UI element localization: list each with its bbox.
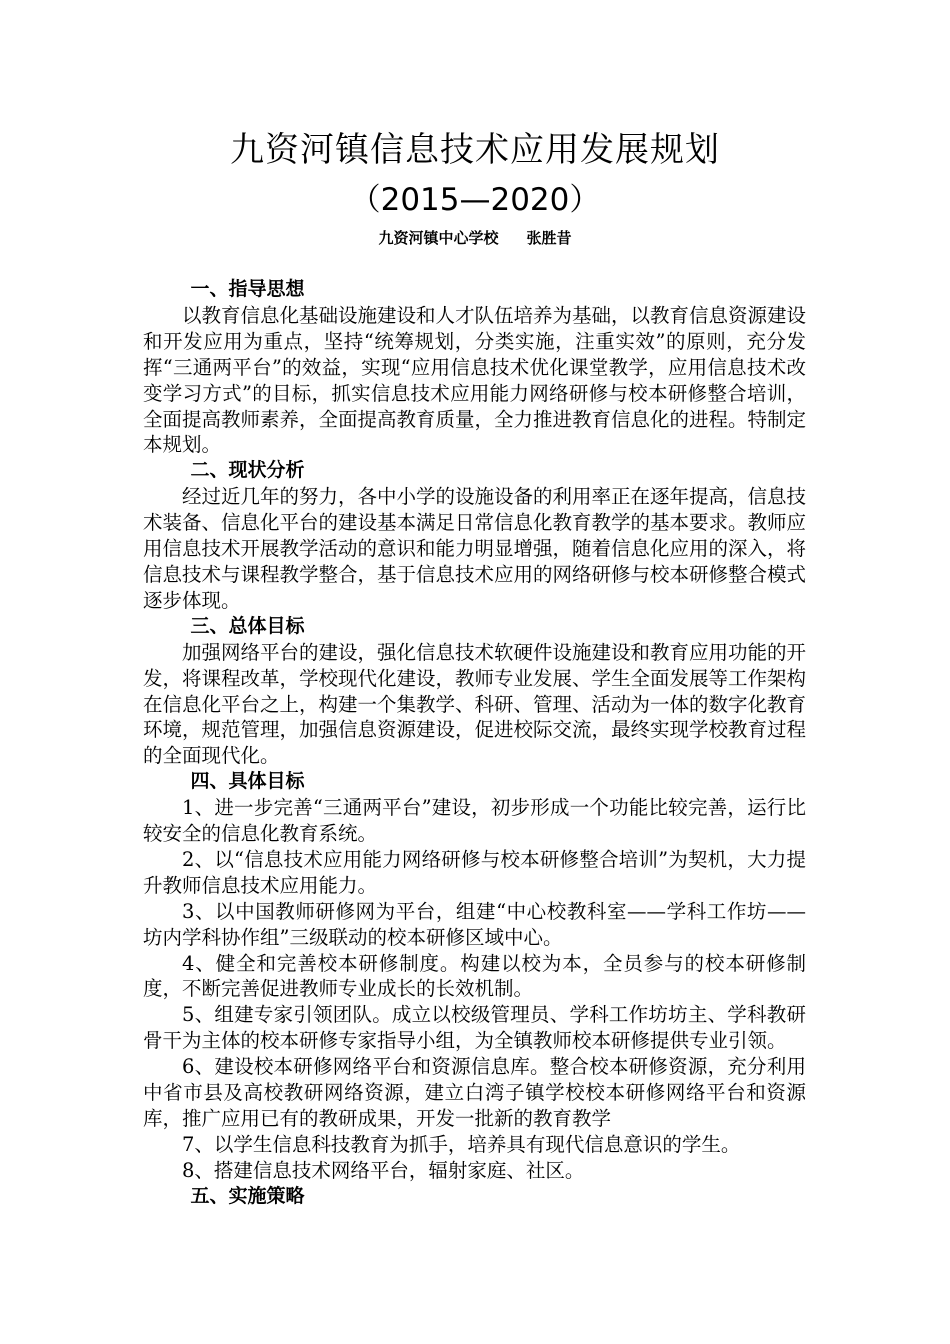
list-item: 1、进一步完善“三通两平台”建设，初步形成一个功能比较完善，运行比较安全的信息化教育系统。 — [143, 796, 806, 846]
paragraph: 加强网络平台的建设，强化信息技术软硬件设施建设和教育应用功能的开发，将课程改革，学校现代化建设，教师专业发展、学生全面发展等工作架构在信息化平台之上，构建一个集教学、科研、管理、活动为一体的数字化教育环境，规范管理，加强信息资源建设，促进校际交流，最终实现学校教育过程的全面现代化。 — [143, 640, 807, 768]
document-body — [143, 277, 806, 1210]
paragraph: 经过近几年的努力，各中小学的设施设备的利用率正在逐年提高，信息技术装备、信息化平台的建设基本满足日常信息化教育教学的基本要求。教师应用信息技术开展教学活动的意识和能力明显增强，随着信息化应用的深入，将信息技术与课程教学整合，基于信息技术应用的网络研修与校本研修整合模式逐步体现。 — [143, 485, 807, 612]
list-item: 8、搭建信息技术网络平台，辐射家庭、社区。 — [182, 1158, 585, 1182]
section-heading-specific-goals: 四、具体目标 — [190, 770, 305, 793]
author-org: 九资河镇中心学校 — [378, 229, 499, 247]
author-name: 张胜昔 — [526, 229, 572, 247]
list-item: 5、组建专家引领团队。成立以校级管理员、学科工作坊坊主、学科教研骨干为主体的校本研修专家指导小组，为全镇教师校本研修提供专业引领。 — [143, 1003, 806, 1053]
section-heading-status-analysis: 二、现状分析 — [190, 459, 305, 482]
list-item: 6、建设校本研修网络平台和资源信息库。整合校本研修资源，充分利用中省市县及高校教研网络资源，建立白湾子镇学校校本研修网络平台和资源库，推广应用已有的教研成果，开发一批新的教育教学 — [143, 1055, 806, 1130]
section-heading-overall-goal: 三、总体目标 — [190, 614, 305, 637]
list-item: 7、以学生信息科技教育为抓手，培养具有现代信息意识的学生。 — [182, 1132, 741, 1156]
section-heading-guiding-ideology: 一、指导思想 — [190, 278, 305, 300]
author-line — [0, 228, 950, 248]
list-item: 4、健全和完善校本研修制度。构建以校为本，全员参与的校本研修制度，不断完善促进教师专业成长的长效机制。 — [143, 951, 806, 1001]
document-title: 九资河镇信息技术应用发展规划 — [230, 130, 720, 170]
list-item: 2、以“信息技术应用能力网络研修与校本研修整合培训”为契机，大力提升教师信息技术应用能力。 — [143, 847, 806, 897]
list-item: 3、以中国教师研修网为平台，组建“中心校教科室——学科工作坊——坊内学科协作组”三级联动的校本研修区域中心。 — [143, 899, 806, 949]
section-heading-implementation-strategy: 五、实施策略 — [190, 1184, 305, 1207]
document-subtitle: （2015—2020） — [349, 182, 601, 218]
paragraph: 以教育信息化基础设施建设和人才队伍培养为基础，以教育信息资源建设和开发应用为重点，坚持“统筹规划，分类实施，注重实效”的原则，充分发挥“三通两平台”的效益，实现“应用信息技术优化课堂教学，应用信息技术改变学习方式”的目标，抓实信息技术应用能力网络研修与校本研修整合培训，全面提高教师素养，全面提高教育质量，全力推进教育信息化的进程。特制定本规划。 — [143, 303, 807, 457]
